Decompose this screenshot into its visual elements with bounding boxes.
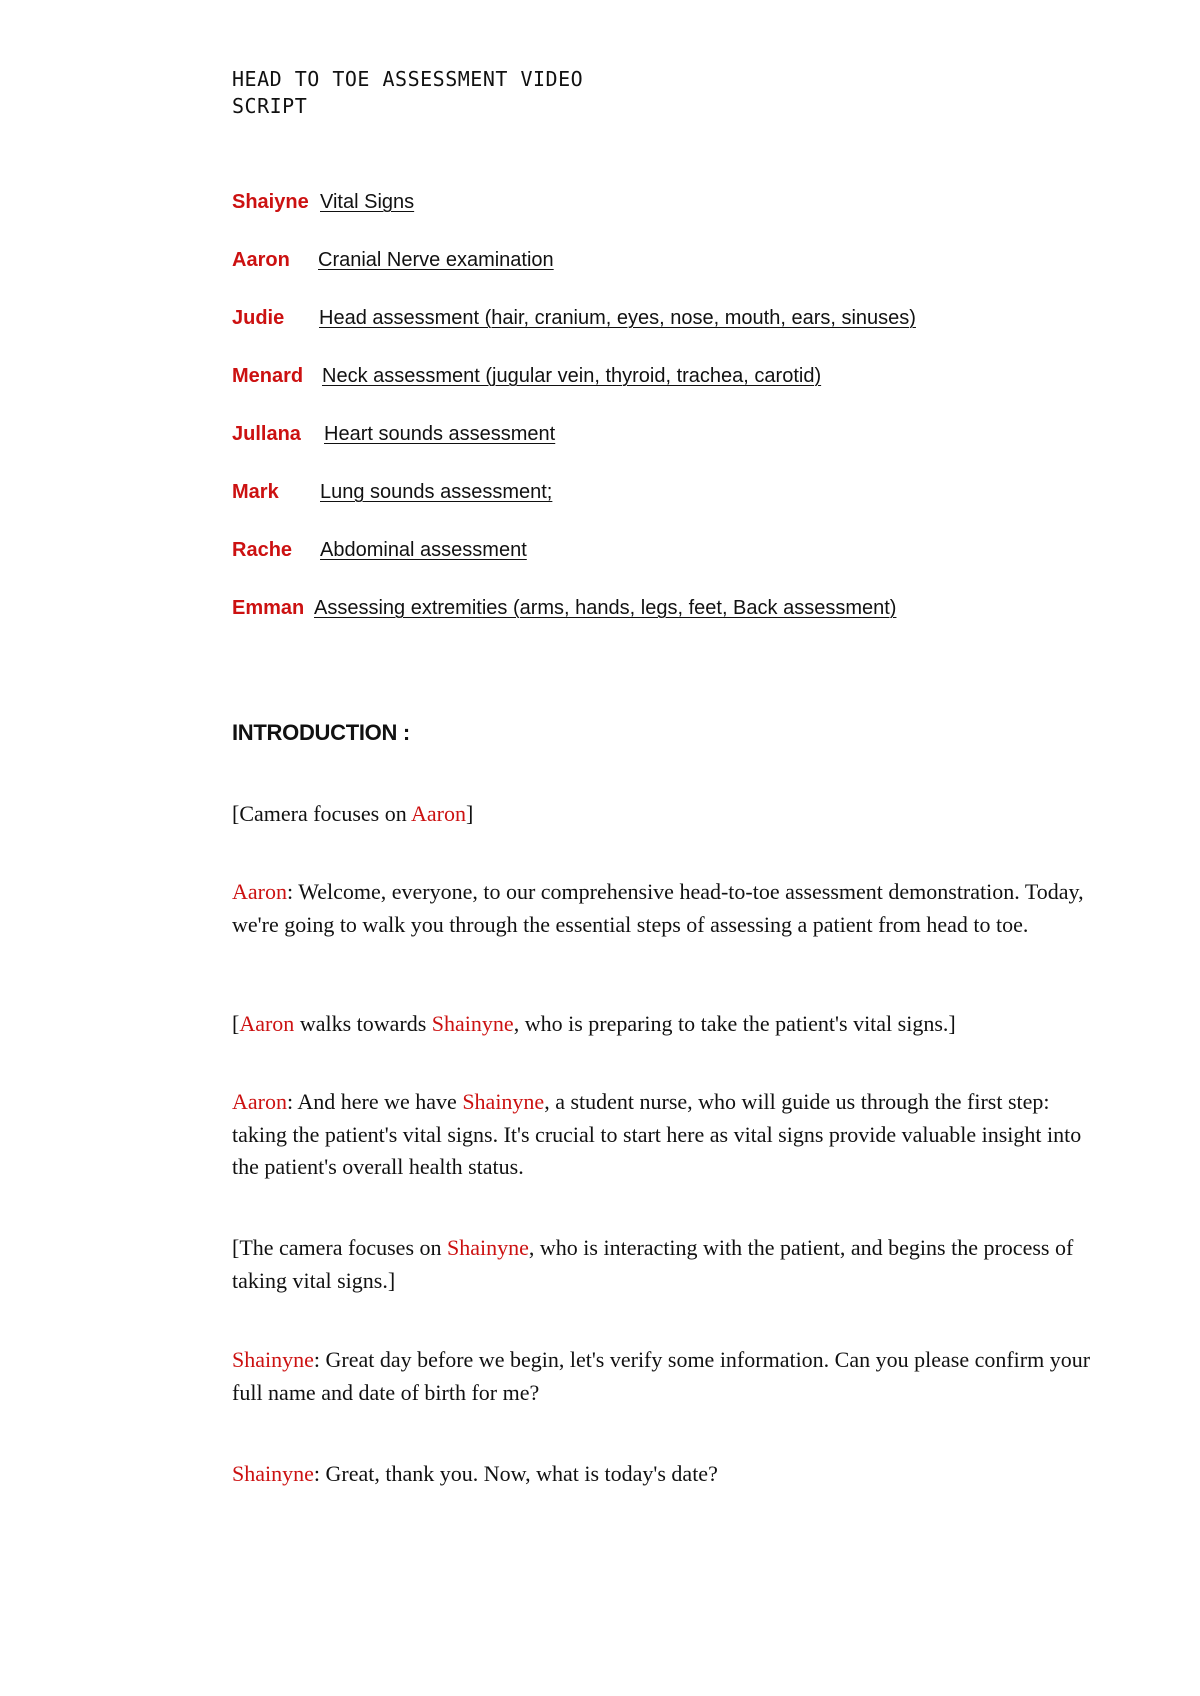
stage-direction	[232, 1008, 1092, 1041]
role-row	[232, 420, 1132, 448]
text-span: , who is preparing to take the patient's vital signs.]	[513, 1011, 956, 1036]
role-name: Rache	[232, 539, 293, 561]
text-span: ]	[465, 801, 474, 826]
role-row	[232, 362, 1132, 390]
role-row	[232, 478, 1132, 506]
speaker-name: Aaron	[411, 801, 466, 826]
text-span: [The camera focuses on	[232, 1235, 448, 1260]
role-task: Head assessment (hair, cranium, eyes, nose, mouth, ears, sinuses)	[319, 307, 916, 329]
text-span: walks towards	[294, 1011, 432, 1036]
title-line-1: HEAD TO TOE ASSESSMENT VIDEO	[232, 67, 584, 91]
role-task: Heart sounds assessment	[324, 423, 556, 445]
role-task: Lung sounds assessment;	[320, 481, 553, 503]
speaker-name: Shainyne	[232, 1347, 314, 1372]
speaker-name: Aaron	[232, 879, 287, 904]
role-task: Cranial Nerve examination	[318, 249, 554, 271]
role-name: Menard	[232, 365, 304, 387]
role-row	[232, 304, 1132, 332]
role-name: Mark	[232, 481, 279, 503]
speaker-name: Aaron	[239, 1011, 295, 1036]
stage-direction	[232, 798, 1092, 831]
role-row	[232, 246, 1132, 274]
introduction-heading: INTRODUCTION :	[232, 720, 410, 745]
dialogue-line	[232, 1458, 1092, 1491]
role-row	[232, 536, 1132, 564]
document-title	[232, 66, 583, 120]
dialogue-text: , a student nurse, who will guide us through the first step: taking the patient's vital signs. It's crucial to start here as vital signs provide valuable insight into the patient's overall health status.	[232, 1089, 1082, 1179]
dialogue-text: : Welcome, everyone, to our comprehensive head-to-toe assessment demonstration. Today, we're going to walk you through the essential steps of assessing a patient from head to toe.	[232, 879, 1084, 937]
speaker-name: Shainyne	[447, 1235, 529, 1260]
dialogue-line	[232, 876, 1092, 941]
text-span: [	[232, 1011, 240, 1036]
role-name: Judie	[232, 307, 285, 329]
role-task: Neck assessment (jugular vein, thyroid, trachea, carotid)	[322, 365, 822, 387]
role-name: Jullana	[232, 423, 301, 445]
dialogue-text: : And here we have	[286, 1089, 463, 1114]
dialogue-text: : Great, thank you. Now, what is today's date?	[313, 1461, 718, 1486]
speaker-name: Shainyne	[462, 1089, 545, 1114]
dialogue-text: : Great day before we begin, let's verify some information. Can you please confirm your full name and date of birth for me?	[232, 1347, 1091, 1405]
role-name: Emman	[232, 597, 305, 619]
speaker-name: Shainyne	[232, 1461, 314, 1486]
stage-direction	[232, 1232, 1092, 1297]
text-span: , who is interacting with the patient, and begins the process of taking vital signs.]	[232, 1235, 1074, 1293]
role-task: Abdominal assessment	[320, 539, 527, 561]
role-task: Assessing extremities (arms, hands, legs, feet, Back assessment)	[314, 597, 897, 619]
role-name: Shaiyne	[232, 191, 309, 213]
role-task: Vital Signs	[320, 191, 415, 213]
role-row	[232, 188, 1132, 216]
role-name: Aaron	[232, 249, 290, 271]
speaker-name: Aaron	[232, 1089, 287, 1114]
role-row	[232, 594, 1132, 622]
text-span: [Camera focuses on	[232, 801, 411, 826]
title-line-2: SCRIPT	[232, 94, 308, 118]
dialogue-line	[232, 1344, 1092, 1409]
dialogue-line	[232, 1086, 1092, 1184]
speaker-name: Shainyne	[431, 1011, 514, 1036]
